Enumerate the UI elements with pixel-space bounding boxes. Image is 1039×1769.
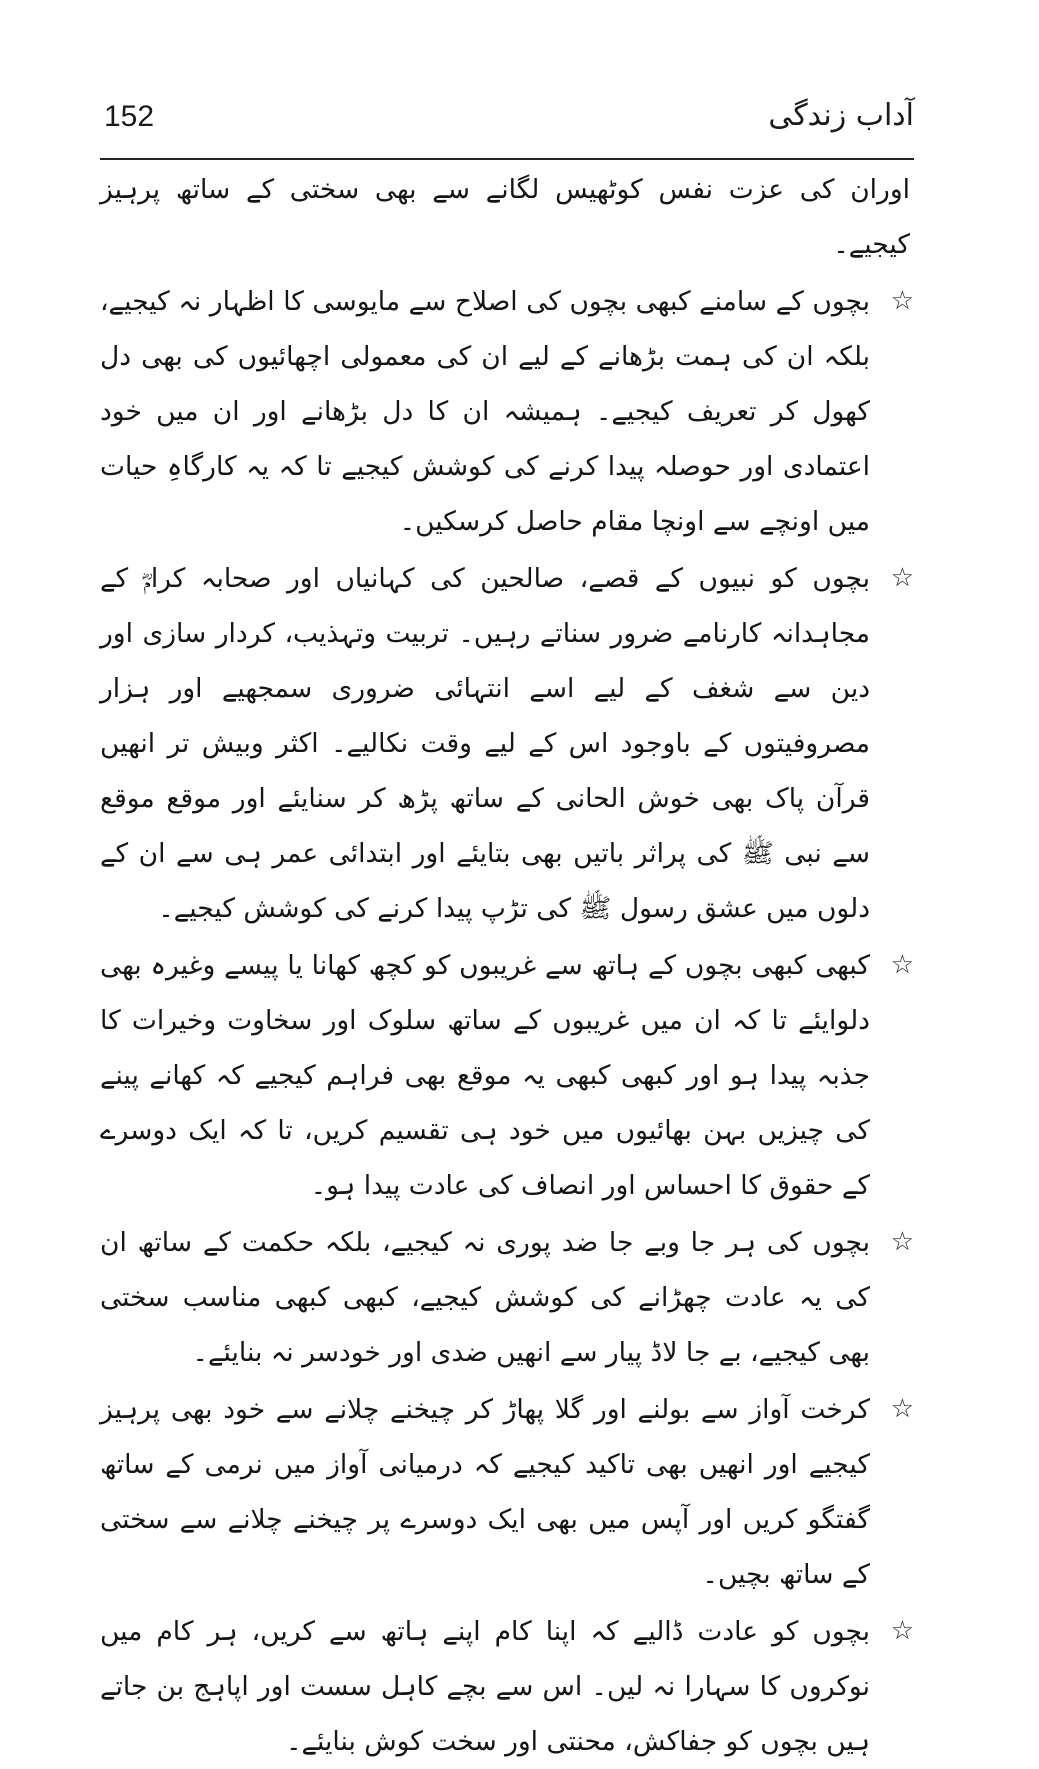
lead-paragraph: اوران کی عزت نفس کوٹھیس لگانے سے بھی سختی کے ساتھ پرہیز کیجیے۔: [100, 174, 910, 260]
list-item-text: بچوں کے سامنے کبھی بچوں کی اصلاح سے مایوسی کا اظہار نہ کیجیے، بلکہ ان کی ہمت بڑھانے کے لیے ان کی معمولی اچھائیوں کی بھی دل کھول کر تعریف کیجیے۔ ہمیشہ ان کا دل بڑھانے اور ان میں خود اعتمادی اور حوصلہ پیدا کرنے کی کوشش کیجیے تا کہ یہ کارگاہِ حیات میں اونچے سے اونچا مقام حاصل کرسکیں۔: [100, 286, 870, 537]
page-number: 152: [104, 100, 155, 133]
star-bullet-icon: ☆: [890, 1394, 914, 1424]
list-item-text: کبھی کبھی بچوں کے ہاتھ سے غریبوں کو کچھ کھانا یا پیسے وغیرہ بھی دلوایئے تا کہ ان میں غریبوں کے ساتھ سلوک اور سخاوت وخیرات کا جذبہ پیدا ہو اور کبھی کبھی یہ موقع بھی فراہم کیجیے کہ کھانے پینے کی چیزیں بہن بھائیوں میں خود ہی تقسیم کریں، تا کہ ایک دوسرے کے حقوق کا احساس اور انصاف کی عادت پیدا ہو۔: [100, 950, 870, 1201]
list-item-text: بچوں کو عادت ڈالیے کہ اپنا کام اپنے ہاتھ سے کریں، ہر کام میں نوکروں کا سہارا نہ لیں۔ اس سے بچے کاہل سست اور اپاہج بن جاتے ہیں بچوں کو جفاکش، محنتی اور سخت کوش بنایئے۔: [100, 1616, 870, 1757]
list-item: [100, 1604, 914, 1769]
star-bullet-icon: ☆: [890, 1227, 914, 1257]
list-item: [100, 1215, 914, 1380]
list-item: [100, 274, 914, 549]
list-item: [100, 1382, 914, 1602]
list-item-text: کرخت آواز سے بولنے اور گلا پھاڑ کر چیخنے چلانے سے خود بھی پرہیز کیجیے اور انھیں بھی تاکید کیجیے کہ درمیانی آواز میں نرمی کے ساتھ گفتگو کریں اور آپس میں بھی ایک دوسرے پر چیخنے چلانے سے سختی کے ساتھ بچیں۔: [100, 1394, 870, 1590]
page-header: [100, 98, 914, 160]
list-item-text: بچوں کو نبیوں کے قصے، صالحین کی کہانیاں اور صحابہ کرامؓ کے مجاہدانہ کارنامے ضرور سناتے رہیں۔ تربیت وتہذیب، کردار سازی اور دین سے شغف کے لیے اسے انتہائی ضروری سمجھیے اور ہزار مصروفیتوں کے باوجود اس کے لیے وقت نکالیے۔ اکثر وبیش تر انھیں قرآن پاک بھی خوش الحانی کے ساتھ پڑھ کر سنایئے اور موقع موقع سے نبی ﷺ کی پراثر باتیں بھی بتایئے اور ابتدائی عمر ہی سے ان کے دلوں میں عشق رسول ﷺ کی تڑپ پیدا کرنے کی کوشش کیجیے۔: [100, 563, 870, 924]
book-title: آداب زندگی: [768, 98, 914, 133]
star-bullet-icon: ☆: [890, 286, 914, 316]
star-bullet-icon: ☆: [890, 563, 914, 593]
star-bullet-icon: ☆: [890, 950, 914, 980]
list-item: [100, 938, 914, 1213]
list-item: [100, 551, 914, 936]
page-body: [100, 162, 914, 1769]
list-item-text: بچوں کی ہر جا وبے جا ضد پوری نہ کیجیے، بلکہ حکمت کے ساتھ ان کی یہ عادت چھڑانے کی کوشش کیجیے، کبھی کبھی مناسب سختی بھی کیجیے، بے جا لاڈ پیار سے انھیں ضدی اور خودسر نہ بنایئے۔: [100, 1227, 870, 1368]
star-bullet-icon: ☆: [890, 1616, 914, 1646]
